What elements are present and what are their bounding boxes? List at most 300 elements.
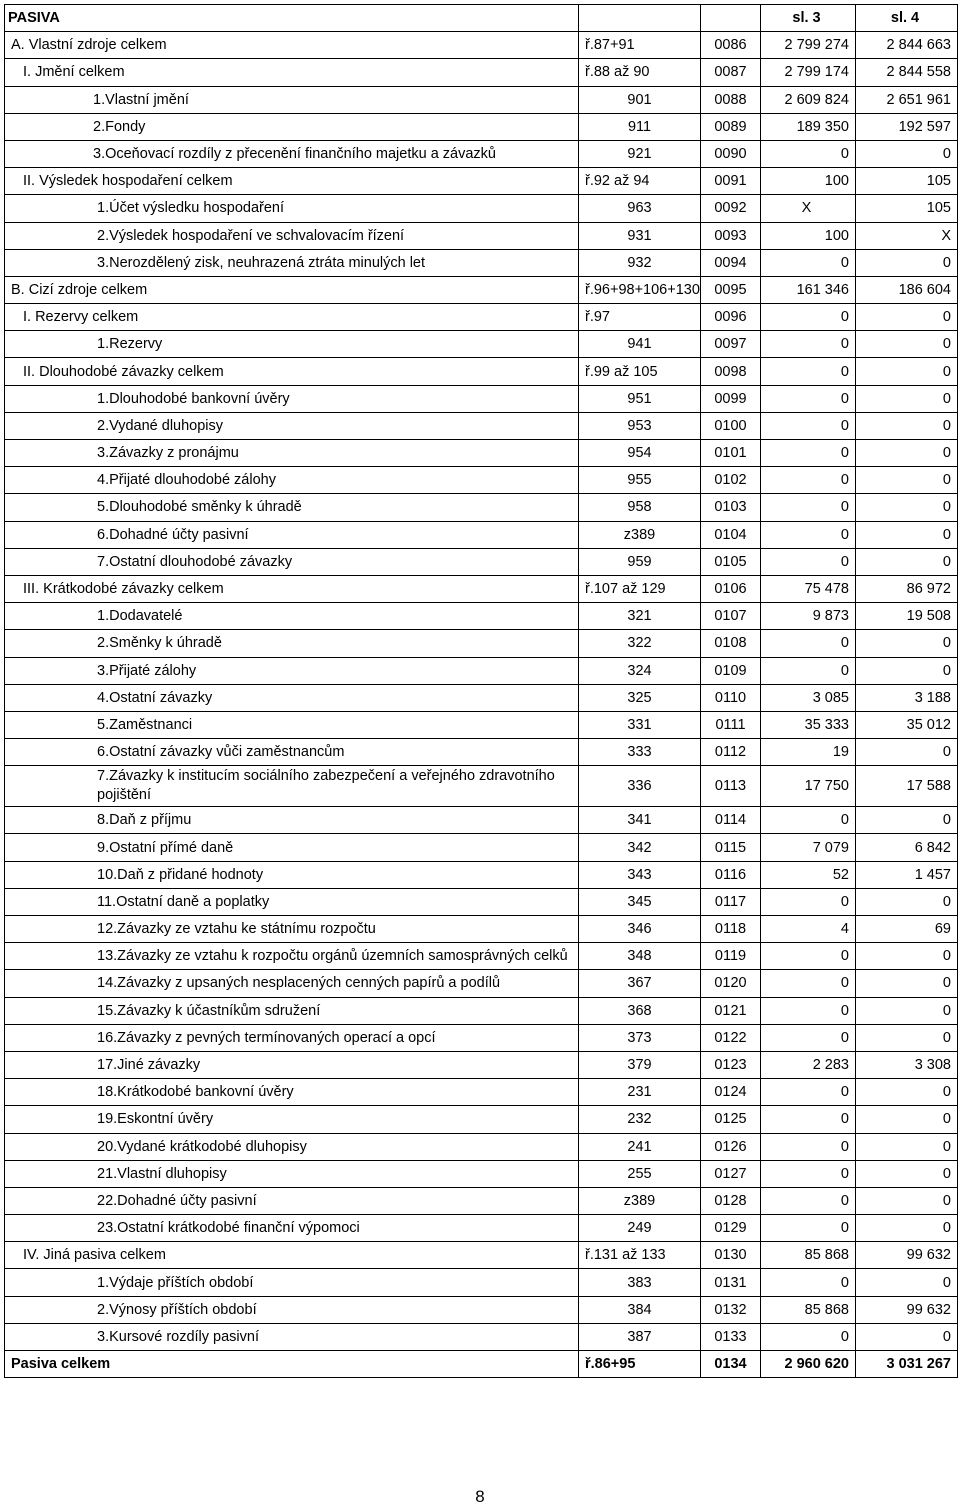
table-row <box>5 494 958 521</box>
table-row <box>5 1024 958 1051</box>
row-reference: 911 <box>579 113 701 140</box>
value-col3: 0 <box>761 1215 856 1242</box>
row-reference: ř.107 až 129 <box>579 575 701 602</box>
table-row <box>5 140 958 167</box>
row-label: III. Krátkodobé závazky celkem <box>5 575 579 602</box>
row-label: 4.Přijaté dlouhodobé zálohy <box>5 467 579 494</box>
row-number: 0130 <box>701 1242 761 1269</box>
value-col3: 0 <box>761 521 856 548</box>
row-label: 19.Eskontní úvěry <box>5 1106 579 1133</box>
row-label: A. Vlastní zdroje celkem <box>5 32 579 59</box>
row-reference: 331 <box>579 711 701 738</box>
table-row <box>5 1323 958 1350</box>
value-col3: 4 <box>761 916 856 943</box>
row-number: 0113 <box>701 766 761 807</box>
value-col3: 189 350 <box>761 113 856 140</box>
value-col4: 0 <box>856 440 958 467</box>
table-row <box>5 1106 958 1133</box>
row-reference: 373 <box>579 1024 701 1051</box>
row-reference: 345 <box>579 888 701 915</box>
value-col3: 9 873 <box>761 603 856 630</box>
value-col4: 0 <box>856 249 958 276</box>
row-label: 5.Zaměstnanci <box>5 711 579 738</box>
row-label: 1.Výdaje příštích období <box>5 1269 579 1296</box>
row-number: 0114 <box>701 807 761 834</box>
page-number: 8 <box>475 1487 485 1506</box>
value-col3: 2 960 620 <box>761 1351 856 1378</box>
row-reference: ř.92 až 94 <box>579 168 701 195</box>
row-reference: ř.131 až 133 <box>579 1242 701 1269</box>
row-reference: 941 <box>579 331 701 358</box>
row-number: 0118 <box>701 916 761 943</box>
table-row <box>5 657 958 684</box>
row-number: 0096 <box>701 304 761 331</box>
value-col4: 0 <box>856 467 958 494</box>
row-reference: 333 <box>579 739 701 766</box>
row-reference: 954 <box>579 440 701 467</box>
value-col4: 0 <box>856 807 958 834</box>
row-reference: 321 <box>579 603 701 630</box>
row-label: I. Jmění celkem <box>5 59 579 86</box>
value-col3: 0 <box>761 1323 856 1350</box>
row-number: 0091 <box>701 168 761 195</box>
table-row <box>5 86 958 113</box>
row-reference: 336 <box>579 766 701 807</box>
table-row <box>5 575 958 602</box>
table-row <box>5 684 958 711</box>
row-reference: 241 <box>579 1133 701 1160</box>
row-reference: 368 <box>579 997 701 1024</box>
table-row <box>5 1079 958 1106</box>
row-reference: 346 <box>579 916 701 943</box>
row-label: 3.Závazky z pronájmu <box>5 440 579 467</box>
value-col4: 0 <box>856 412 958 439</box>
table-header-row <box>5 5 958 32</box>
row-reference: 921 <box>579 140 701 167</box>
value-col4: 99 632 <box>856 1296 958 1323</box>
value-col4: 0 <box>856 1079 958 1106</box>
row-number: 0131 <box>701 1269 761 1296</box>
row-reference: 958 <box>579 494 701 521</box>
value-col3: 0 <box>761 888 856 915</box>
table-row <box>5 711 958 738</box>
row-number: 0134 <box>701 1351 761 1378</box>
table-row <box>5 195 958 222</box>
row-reference: z389 <box>579 521 701 548</box>
row-label: 15.Závazky k účastníkům sdružení <box>5 997 579 1024</box>
row-label: 3.Oceňovací rozdíly z přecenění finančního majetku a závazků <box>5 140 579 167</box>
value-col3: 75 478 <box>761 575 856 602</box>
value-col3: 2 799 174 <box>761 59 856 86</box>
value-col4: 0 <box>856 943 958 970</box>
value-col4: 105 <box>856 168 958 195</box>
value-col4: 2 844 663 <box>856 32 958 59</box>
value-col4: 186 604 <box>856 276 958 303</box>
table-row <box>5 32 958 59</box>
table-row <box>5 1160 958 1187</box>
value-col3: 0 <box>761 467 856 494</box>
row-label: 2.Výnosy příštích období <box>5 1296 579 1323</box>
row-number: 0132 <box>701 1296 761 1323</box>
table-row <box>5 970 958 997</box>
row-reference: 932 <box>579 249 701 276</box>
row-number: 0110 <box>701 684 761 711</box>
row-number: 0104 <box>701 521 761 548</box>
row-reference: 249 <box>579 1215 701 1242</box>
row-number: 0125 <box>701 1106 761 1133</box>
row-number: 0121 <box>701 997 761 1024</box>
table-row <box>5 1269 958 1296</box>
row-label: B. Cizí zdroje celkem <box>5 276 579 303</box>
table-row <box>5 1242 958 1269</box>
row-number: 0093 <box>701 222 761 249</box>
table-row <box>5 113 958 140</box>
row-reference: ř.96+98+106+130 <box>579 276 701 303</box>
value-col3: 0 <box>761 970 856 997</box>
value-col4: 0 <box>856 548 958 575</box>
row-label: 7.Závazky k institucím sociálního zabezpečení a veřejného zdravotního pojištění <box>5 766 579 807</box>
value-col4: 0 <box>856 1215 958 1242</box>
value-col3: 0 <box>761 548 856 575</box>
row-number: 0115 <box>701 834 761 861</box>
value-col4: 0 <box>856 1133 958 1160</box>
value-col3: 0 <box>761 807 856 834</box>
value-col4: 17 588 <box>856 766 958 807</box>
pasiva-table <box>4 4 958 1378</box>
row-reference: 232 <box>579 1106 701 1133</box>
table-row <box>5 1051 958 1078</box>
value-col4: 2 651 961 <box>856 86 958 113</box>
row-number: 0116 <box>701 861 761 888</box>
row-label: 1.Rezervy <box>5 331 579 358</box>
value-col3: 161 346 <box>761 276 856 303</box>
row-reference: 931 <box>579 222 701 249</box>
value-col4: 0 <box>856 140 958 167</box>
value-col3: 0 <box>761 1187 856 1214</box>
table-row <box>5 168 958 195</box>
value-col4: 0 <box>856 304 958 331</box>
value-col3: 0 <box>761 997 856 1024</box>
value-col4: 0 <box>856 1106 958 1133</box>
value-col4: 0 <box>856 1187 958 1214</box>
row-number: 0095 <box>701 276 761 303</box>
row-number: 0103 <box>701 494 761 521</box>
row-number: 0128 <box>701 1187 761 1214</box>
row-label: 16.Závazky z pevných termínovaných operací a opcí <box>5 1024 579 1051</box>
row-label: 2.Vydané dluhopisy <box>5 412 579 439</box>
row-reference: ř.99 až 105 <box>579 358 701 385</box>
row-label: 20.Vydané krátkodobé dluhopisy <box>5 1133 579 1160</box>
value-col4: 19 508 <box>856 603 958 630</box>
row-label: 22.Dohadné účty pasivní <box>5 1187 579 1214</box>
value-col3: 100 <box>761 222 856 249</box>
value-col4: 3 188 <box>856 684 958 711</box>
value-col4: 0 <box>856 358 958 385</box>
table-row <box>5 630 958 657</box>
value-col4: 0 <box>856 1024 958 1051</box>
row-number: 0094 <box>701 249 761 276</box>
value-col3: 0 <box>761 385 856 412</box>
row-number: 0106 <box>701 575 761 602</box>
row-reference: 324 <box>579 657 701 684</box>
value-col3: 0 <box>761 1106 856 1133</box>
value-col4: 86 972 <box>856 575 958 602</box>
row-number: 0099 <box>701 385 761 412</box>
row-number: 0088 <box>701 86 761 113</box>
row-label: 9.Ostatní přímé daně <box>5 834 579 861</box>
row-reference: 963 <box>579 195 701 222</box>
row-number: 0111 <box>701 711 761 738</box>
value-col3: 0 <box>761 140 856 167</box>
row-label: 1.Dodavatelé <box>5 603 579 630</box>
table-row <box>5 916 958 943</box>
row-label: 1.Účet výsledku hospodaření <box>5 195 579 222</box>
table-row <box>5 521 958 548</box>
table-row <box>5 548 958 575</box>
row-label: 23.Ostatní krátkodobé finanční výpomoci <box>5 1215 579 1242</box>
value-col3: 0 <box>761 440 856 467</box>
table-row <box>5 861 958 888</box>
value-col3: 0 <box>761 1024 856 1051</box>
value-col4: 0 <box>856 739 958 766</box>
row-label: 6.Ostatní závazky vůči zaměstnancům <box>5 739 579 766</box>
table-row <box>5 997 958 1024</box>
value-col4: 0 <box>856 521 958 548</box>
table-row <box>5 222 958 249</box>
value-col4: 35 012 <box>856 711 958 738</box>
row-reference: 953 <box>579 412 701 439</box>
row-reference: 959 <box>579 548 701 575</box>
value-col4: 0 <box>856 385 958 412</box>
row-reference: ř.88 až 90 <box>579 59 701 86</box>
row-label: IV. Jiná pasiva celkem <box>5 1242 579 1269</box>
row-number: 0097 <box>701 331 761 358</box>
value-col4: 99 632 <box>856 1242 958 1269</box>
table-row <box>5 304 958 331</box>
table-row <box>5 888 958 915</box>
row-reference: 951 <box>579 385 701 412</box>
row-number: 0101 <box>701 440 761 467</box>
value-col4: 2 844 558 <box>856 59 958 86</box>
header-empty-ref <box>579 5 701 32</box>
value-col3: 0 <box>761 304 856 331</box>
table-row <box>5 739 958 766</box>
value-col3: 0 <box>761 1160 856 1187</box>
table-row <box>5 358 958 385</box>
table-row <box>5 807 958 834</box>
value-col4: 3 031 267 <box>856 1351 958 1378</box>
value-col4: 0 <box>856 494 958 521</box>
value-col4: 1 457 <box>856 861 958 888</box>
row-reference: 255 <box>579 1160 701 1187</box>
value-col3: 17 750 <box>761 766 856 807</box>
table-row <box>5 59 958 86</box>
row-number: 0124 <box>701 1079 761 1106</box>
row-label: II. Výsledek hospodaření celkem <box>5 168 579 195</box>
value-col3: 0 <box>761 358 856 385</box>
row-reference: 379 <box>579 1051 701 1078</box>
row-label: 2.Fondy <box>5 113 579 140</box>
table-row <box>5 766 958 807</box>
value-col4: 6 842 <box>856 834 958 861</box>
table-row <box>5 249 958 276</box>
table-row <box>5 467 958 494</box>
row-number: 0086 <box>701 32 761 59</box>
row-label: 3.Přijaté zálohy <box>5 657 579 684</box>
value-col3: 52 <box>761 861 856 888</box>
row-label: 10.Daň z přidané hodnoty <box>5 861 579 888</box>
row-label: 1.Dlouhodobé bankovní úvěry <box>5 385 579 412</box>
value-col3: 0 <box>761 630 856 657</box>
value-col3: 2 609 824 <box>761 86 856 113</box>
value-col3: 0 <box>761 494 856 521</box>
table-row <box>5 440 958 467</box>
value-col3: 7 079 <box>761 834 856 861</box>
row-number: 0117 <box>701 888 761 915</box>
value-col3: 0 <box>761 1133 856 1160</box>
value-col4: 105 <box>856 195 958 222</box>
row-label: 21.Vlastní dluhopisy <box>5 1160 579 1187</box>
row-number: 0108 <box>701 630 761 657</box>
value-col3: 0 <box>761 412 856 439</box>
row-label: Pasiva celkem <box>5 1351 579 1378</box>
row-number: 0133 <box>701 1323 761 1350</box>
row-number: 0129 <box>701 1215 761 1242</box>
value-col3: 85 868 <box>761 1296 856 1323</box>
value-col3: 0 <box>761 657 856 684</box>
value-col4: 0 <box>856 970 958 997</box>
row-number: 0119 <box>701 943 761 970</box>
value-col3: 0 <box>761 249 856 276</box>
row-number: 0105 <box>701 548 761 575</box>
row-reference: 342 <box>579 834 701 861</box>
value-col4: 0 <box>856 657 958 684</box>
row-label: 1.Vlastní jmění <box>5 86 579 113</box>
row-label: 6.Dohadné účty pasivní <box>5 521 579 548</box>
header-col3: sl. 3 <box>761 5 856 32</box>
row-number: 0087 <box>701 59 761 86</box>
header-title: PASIVA <box>5 5 579 32</box>
value-col3: 3 085 <box>761 684 856 711</box>
value-col3: 2 799 274 <box>761 32 856 59</box>
value-col3: X <box>761 195 856 222</box>
value-col3: 0 <box>761 1079 856 1106</box>
value-col4: X <box>856 222 958 249</box>
value-col4: 0 <box>856 1269 958 1296</box>
table-row <box>5 603 958 630</box>
row-label: 5.Dlouhodobé směnky k úhradě <box>5 494 579 521</box>
table-row <box>5 331 958 358</box>
row-number: 0122 <box>701 1024 761 1051</box>
value-col4: 3 308 <box>856 1051 958 1078</box>
row-label: 11.Ostatní daně a poplatky <box>5 888 579 915</box>
table-row <box>5 385 958 412</box>
row-label: II. Dlouhodobé závazky celkem <box>5 358 579 385</box>
row-reference: 231 <box>579 1079 701 1106</box>
table-row <box>5 943 958 970</box>
value-col4: 0 <box>856 997 958 1024</box>
table-row <box>5 834 958 861</box>
row-reference: 367 <box>579 970 701 997</box>
row-number: 0112 <box>701 739 761 766</box>
row-reference: 343 <box>579 861 701 888</box>
row-number: 0098 <box>701 358 761 385</box>
row-number: 0123 <box>701 1051 761 1078</box>
row-reference: 383 <box>579 1269 701 1296</box>
table-row <box>5 412 958 439</box>
row-label: 18.Krátkodobé bankovní úvěry <box>5 1079 579 1106</box>
row-number: 0100 <box>701 412 761 439</box>
table-row <box>5 1187 958 1214</box>
table-row <box>5 1215 958 1242</box>
row-label: 3.Nerozdělený zisk, neuhrazená ztráta minulých let <box>5 249 579 276</box>
row-reference: 348 <box>579 943 701 970</box>
table-row <box>5 1133 958 1160</box>
table-row <box>5 1296 958 1323</box>
row-number: 0092 <box>701 195 761 222</box>
row-label: 13.Závazky ze vztahu k rozpočtu orgánů územních samosprávných celků <box>5 943 579 970</box>
value-col3: 100 <box>761 168 856 195</box>
value-col4: 0 <box>856 630 958 657</box>
value-col4: 0 <box>856 1323 958 1350</box>
row-number: 0126 <box>701 1133 761 1160</box>
value-col4: 69 <box>856 916 958 943</box>
value-col4: 0 <box>856 888 958 915</box>
row-label: 4.Ostatní závazky <box>5 684 579 711</box>
row-number: 0090 <box>701 140 761 167</box>
row-label: 14.Závazky z upsaných nesplacených cenných papírů a podílů <box>5 970 579 997</box>
value-col3: 0 <box>761 943 856 970</box>
table-row <box>5 276 958 303</box>
header-empty-row <box>701 5 761 32</box>
value-col4: 0 <box>856 1160 958 1187</box>
value-col3: 0 <box>761 331 856 358</box>
row-reference: 955 <box>579 467 701 494</box>
row-number: 0102 <box>701 467 761 494</box>
row-reference: z389 <box>579 1187 701 1214</box>
value-col3: 35 333 <box>761 711 856 738</box>
value-col3: 19 <box>761 739 856 766</box>
row-label: 2.Výsledek hospodaření ve schvalovacím řízení <box>5 222 579 249</box>
row-reference: ř.97 <box>579 304 701 331</box>
row-label: 17.Jiné závazky <box>5 1051 579 1078</box>
row-label: 7.Ostatní dlouhodobé závazky <box>5 548 579 575</box>
row-reference: 387 <box>579 1323 701 1350</box>
row-number: 0109 <box>701 657 761 684</box>
row-reference: ř.87+91 <box>579 32 701 59</box>
row-number: 0127 <box>701 1160 761 1187</box>
row-label: I. Rezervy celkem <box>5 304 579 331</box>
value-col4: 192 597 <box>856 113 958 140</box>
row-number: 0107 <box>701 603 761 630</box>
row-reference: 341 <box>579 807 701 834</box>
value-col3: 0 <box>761 1269 856 1296</box>
row-number: 0120 <box>701 970 761 997</box>
row-label: 8.Daň z příjmu <box>5 807 579 834</box>
row-label: 2.Směnky k úhradě <box>5 630 579 657</box>
row-label: 3.Kursové rozdíly pasivní <box>5 1323 579 1350</box>
row-reference: 384 <box>579 1296 701 1323</box>
row-reference: 325 <box>579 684 701 711</box>
row-label: 12.Závazky ze vztahu ke státnímu rozpočtu <box>5 916 579 943</box>
header-col4: sl. 4 <box>856 5 958 32</box>
table-row <box>5 1351 958 1378</box>
row-reference: ř.86+95 <box>579 1351 701 1378</box>
row-reference: 322 <box>579 630 701 657</box>
value-col4: 0 <box>856 331 958 358</box>
row-number: 0089 <box>701 113 761 140</box>
value-col3: 2 283 <box>761 1051 856 1078</box>
